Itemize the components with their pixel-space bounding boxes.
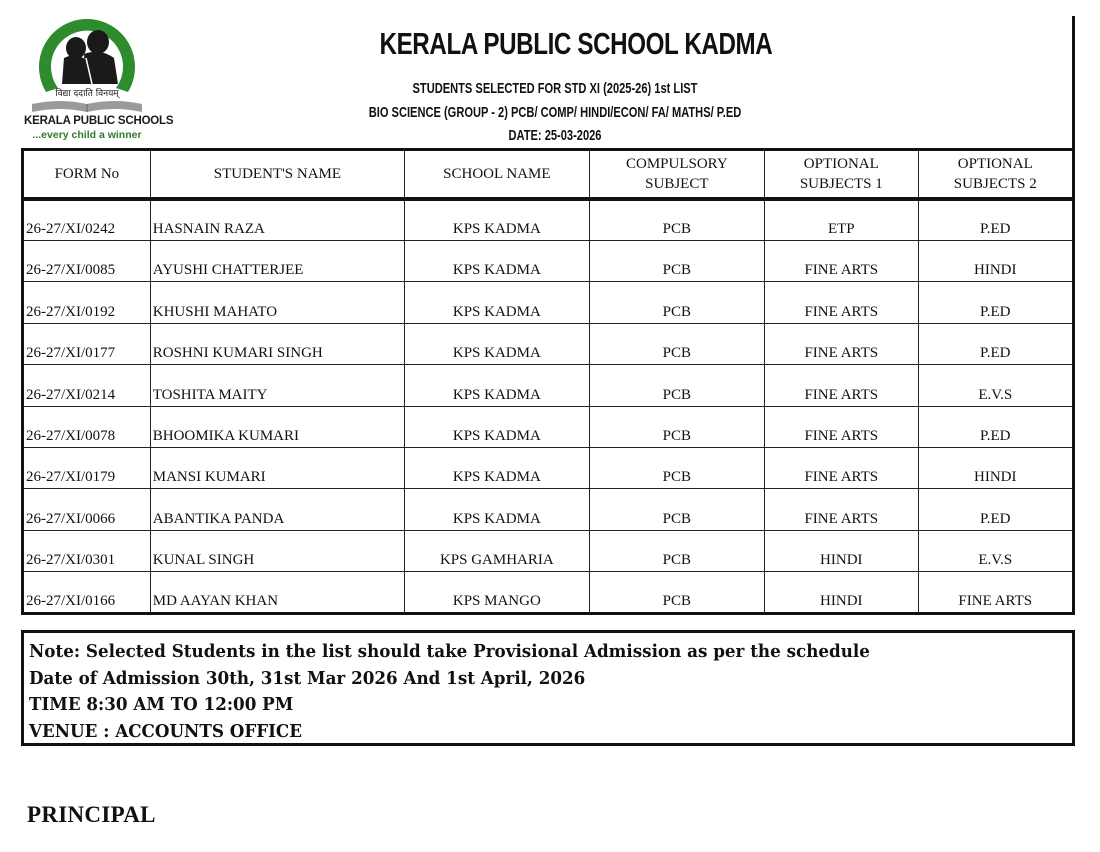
- cell-optional-subject-2: E.V.S: [918, 530, 1073, 571]
- header-optional-2-line2: SUBJECTS 2: [953, 175, 1037, 192]
- table-row: [23, 489, 1074, 530]
- cell-school-name: KPS KADMA: [405, 365, 589, 406]
- cell-compulsory-subject: PCB: [589, 199, 764, 241]
- note-time: TIME 8:30 AM TO 12:00 PM: [29, 694, 294, 715]
- cell-optional-subject-1: FINE ARTS: [765, 447, 918, 488]
- principal-signatory: PRINCIPAL: [27, 802, 156, 827]
- table-header-row: [23, 150, 1074, 199]
- list-subtitle: STUDENTS SELECTED FOR STD XI (2025-26) 1st LIST: [412, 80, 698, 97]
- cell-optional-subject-1: FINE ARTS: [765, 406, 918, 447]
- cell-form-no: 26-27/XI/0214: [23, 365, 151, 406]
- cell-school-name: KPS GAMHARIA: [405, 530, 589, 571]
- cell-student-name: AYUSHI CHATTERJEE: [150, 241, 404, 282]
- admission-note-box: [21, 630, 1075, 746]
- cell-school-name: KPS KADMA: [405, 241, 589, 282]
- cell-form-no: 26-27/XI/0066: [23, 489, 151, 530]
- cell-student-name: MD AAYAN KHAN: [150, 572, 404, 613]
- cell-school-name: KPS KADMA: [405, 282, 589, 323]
- cell-form-no: 26-27/XI/0192: [23, 282, 151, 323]
- cell-optional-subject-2: E.V.S: [918, 365, 1073, 406]
- stream-subtitle: BIO SCIENCE (GROUP - 2) PCB/ COMP/ HINDI/ECON/ FA/ MATHS/ P.ED: [368, 104, 742, 121]
- list-date: DATE: 25-03-2026: [508, 127, 602, 144]
- cell-optional-subject-2: HINDI: [918, 241, 1073, 282]
- logo-emblem-icon: [24, 14, 150, 116]
- cell-student-name: TOSHITA MAITY: [150, 365, 404, 406]
- table-row: [23, 241, 1074, 282]
- note-venue: VENUE : ACCOUNTS OFFICE: [29, 720, 302, 742]
- cell-form-no: 26-27/XI/0301: [23, 530, 151, 571]
- cell-school-name: KPS KADMA: [405, 489, 589, 530]
- cell-optional-subject-2: P.ED: [918, 489, 1073, 530]
- cell-form-no: 26-27/XI/0166: [23, 572, 151, 613]
- header-form-no: FORM No: [23, 150, 151, 199]
- cell-form-no: 26-27/XI/0078: [23, 406, 151, 447]
- table-row: [23, 365, 1074, 406]
- note-line-1: Note: Selected Students in the list should take Provisional Admission as per the schedule: [29, 641, 870, 662]
- cell-student-name: BHOOMIKA KUMARI: [150, 406, 404, 447]
- cell-student-name: ROSHNI KUMARI SINGH: [150, 323, 404, 364]
- header-optional-1: [765, 150, 918, 199]
- logo-motto: विद्या ददाति विनयम्: [55, 89, 119, 99]
- cell-optional-subject-1: FINE ARTS: [765, 282, 918, 323]
- cell-school-name: KPS KADMA: [405, 447, 589, 488]
- header-optional-2: [918, 150, 1073, 199]
- cell-compulsory-subject: PCB: [589, 406, 764, 447]
- cell-compulsory-subject: PCB: [589, 447, 764, 488]
- page-border-rule: [1072, 16, 1075, 150]
- page-title: KERALA PUBLIC SCHOOL KADMA: [379, 26, 773, 61]
- table-row: [23, 530, 1074, 571]
- cell-optional-subject-1: FINE ARTS: [765, 489, 918, 530]
- cell-student-name: HASNAIN RAZA: [150, 199, 404, 241]
- table-row: [23, 406, 1074, 447]
- logo-tagline: ...every child a winner: [32, 129, 142, 141]
- cell-optional-subject-2: P.ED: [918, 282, 1073, 323]
- cell-student-name: ABANTIKA PANDA: [150, 489, 404, 530]
- cell-optional-subject-2: P.ED: [918, 323, 1073, 364]
- header-optional-1-line1: OPTIONAL: [803, 155, 879, 172]
- school-logo: [24, 14, 174, 142]
- cell-compulsory-subject: PCB: [589, 282, 764, 323]
- table-row: [23, 282, 1074, 323]
- cell-optional-subject-1: HINDI: [765, 572, 918, 613]
- cell-school-name: KPS KADMA: [405, 199, 589, 241]
- table-row: [23, 447, 1074, 488]
- table-row: [23, 199, 1074, 241]
- header-compulsory-line2: SUBJECT: [645, 175, 709, 192]
- selection-table: [21, 148, 1075, 615]
- header-optional-2-line1: OPTIONAL: [957, 155, 1033, 172]
- cell-school-name: KPS KADMA: [405, 323, 589, 364]
- cell-form-no: 26-27/XI/0177: [23, 323, 151, 364]
- cell-student-name: KUNAL SINGH: [150, 530, 404, 571]
- cell-form-no: 26-27/XI/0242: [23, 199, 151, 241]
- header-school-name: SCHOOL NAME: [405, 150, 589, 199]
- table-row: [23, 323, 1074, 364]
- cell-optional-subject-1: FINE ARTS: [765, 365, 918, 406]
- note-admission-dates: Date of Admission 30th, 31st Mar 2026 And 1st April, 2026: [29, 667, 586, 689]
- cell-school-name: KPS MANGO: [405, 572, 589, 613]
- cell-optional-subject-1: ETP: [765, 199, 918, 241]
- header-compulsory-line1: COMPULSORY: [625, 155, 728, 172]
- cell-student-name: MANSI KUMARI: [150, 447, 404, 488]
- header-optional-1-line2: SUBJECTS 1: [799, 175, 883, 192]
- cell-form-no: 26-27/XI/0085: [23, 241, 151, 282]
- cell-school-name: KPS KADMA: [405, 406, 589, 447]
- table-row: [23, 572, 1074, 613]
- cell-compulsory-subject: PCB: [589, 323, 764, 364]
- cell-compulsory-subject: PCB: [589, 489, 764, 530]
- cell-optional-subject-2: P.ED: [918, 199, 1073, 241]
- cell-optional-subject-1: FINE ARTS: [765, 323, 918, 364]
- cell-compulsory-subject: PCB: [589, 365, 764, 406]
- logo-school-name: KERALA PUBLIC SCHOOLS: [24, 115, 174, 127]
- cell-optional-subject-1: HINDI: [765, 530, 918, 571]
- header-compulsory-subject: [589, 150, 764, 199]
- cell-optional-subject-2: HINDI: [918, 447, 1073, 488]
- cell-form-no: 26-27/XI/0179: [23, 447, 151, 488]
- cell-compulsory-subject: PCB: [589, 241, 764, 282]
- header-student-name: STUDENT'S NAME: [150, 150, 404, 199]
- cell-compulsory-subject: PCB: [589, 572, 764, 613]
- cell-optional-subject-2: FINE ARTS: [918, 572, 1073, 613]
- cell-student-name: KHUSHI MAHATO: [150, 282, 404, 323]
- cell-compulsory-subject: PCB: [589, 530, 764, 571]
- cell-optional-subject-2: P.ED: [918, 406, 1073, 447]
- cell-optional-subject-1: FINE ARTS: [765, 241, 918, 282]
